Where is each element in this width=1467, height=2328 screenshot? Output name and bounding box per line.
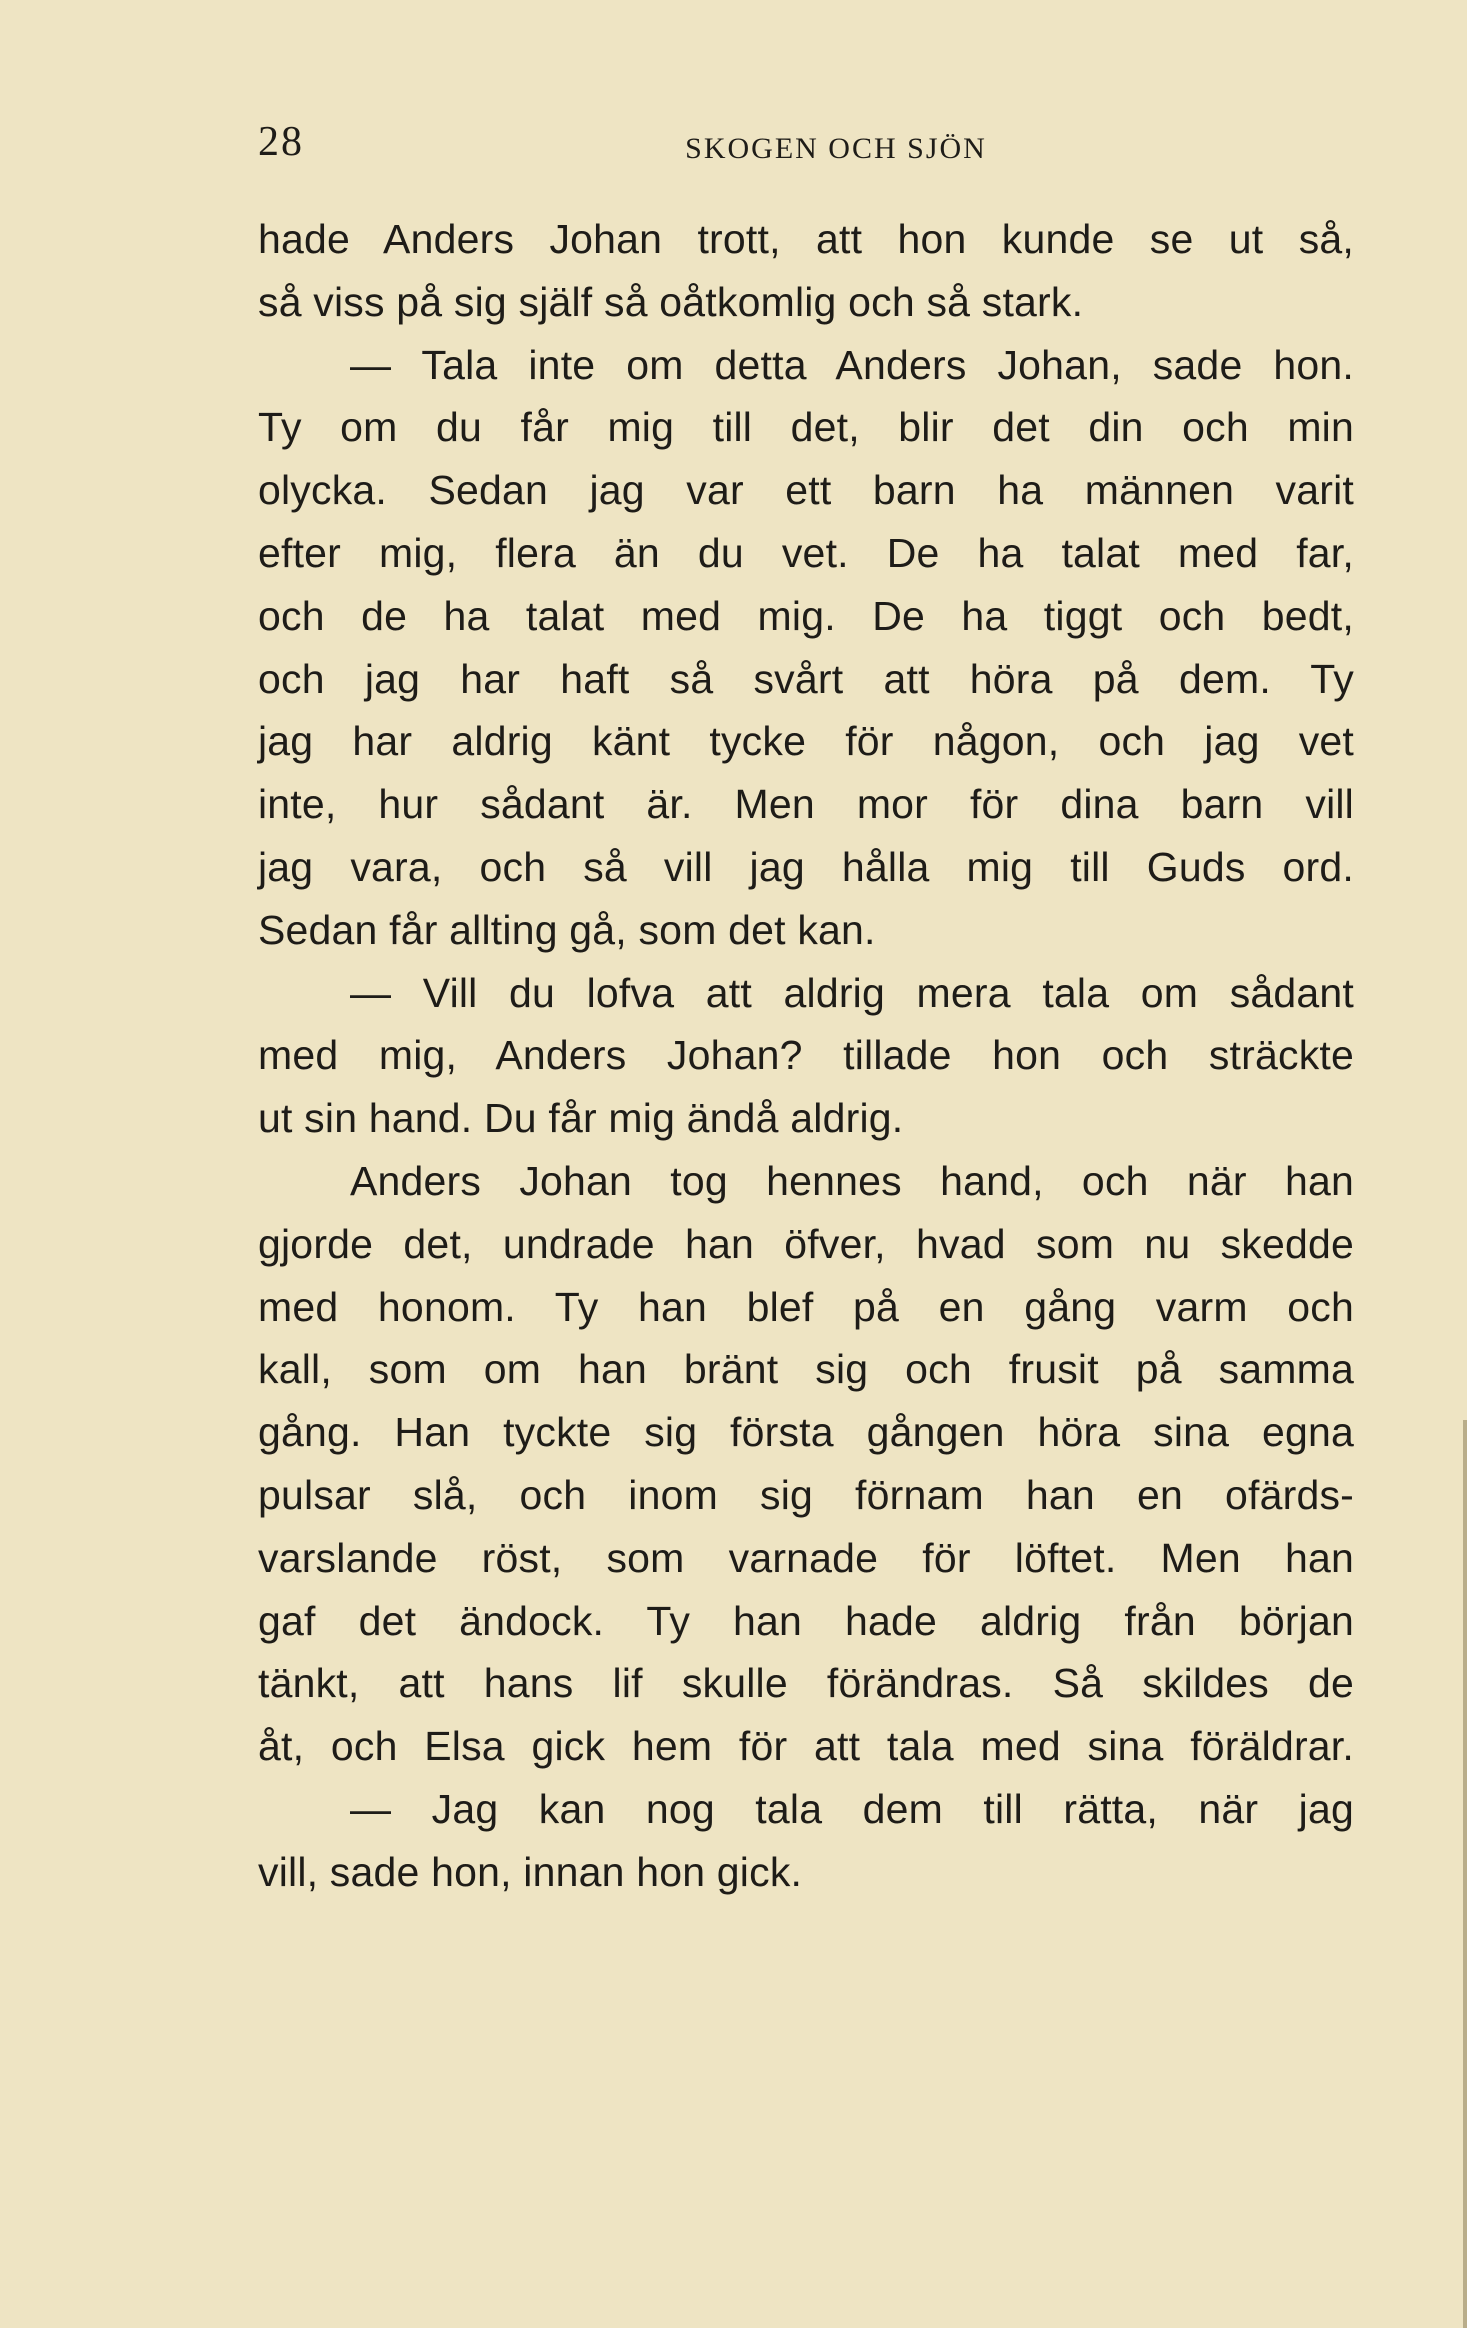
text-line: jag har aldrig känt tycke för någon, och jag vet [258,718,1354,765]
text-line: gjorde det, undrade han öfver, hvad som nu skedde [258,1220,1354,1267]
text-line: ut sin hand. Du får mig ändå aldrig. [258,1095,904,1142]
text-line: pulsar slå, och inom sig förnam han en ofärds- [258,1471,1354,1518]
text-line: så viss på sig själf så oåtkomlig och så stark. [258,278,1084,325]
text-line: åt, och Elsa gick hem för att tala med sina föräldrar. [258,1723,1354,1770]
text-line: inte, hur sådant är. Men mor för dina barn vill [258,781,1354,828]
text-line: Anders Johan tog hennes hand, och när han [350,1157,1354,1204]
text-body [258,208,1354,1904]
page-number: 28 [258,119,304,165]
text-line: — Jag kan nog tala dem till rätta, när jag [350,1785,1354,1832]
text-line: — Vill du lofva att aldrig mera tala om sådant [350,969,1354,1016]
text-line: varslande röst, som varnade för löftet. Men han [258,1534,1354,1581]
book-title: SKOGEN OCH SJÖN [685,132,987,165]
text-line: med honom. Ty han blef på en gång varm och [258,1283,1354,1330]
text-line: hade Anders Johan trott, att hon kunde se ut så, [258,216,1354,262]
text-line: och de ha talat med mig. De ha tiggt och bedt, [258,592,1354,639]
page-edge-shadow [1463,1420,1467,2328]
text-line: Ty om du får mig till det, blir det din och min [258,404,1354,451]
text-line: jag vara, och så vill jag hålla mig till Guds ord. [258,843,1354,890]
text-line: gång. Han tyckte sig första gången höra sina egna [258,1409,1354,1456]
running-head [258,118,1354,188]
text-line: gaf det ändock. Ty han hade aldrig från början [258,1597,1354,1644]
text-line: med mig, Anders Johan? tillade hon och sträckte [258,1032,1354,1079]
text-line: efter mig, flera än du vet. De ha talat med far, [258,529,1354,576]
text-line: vill, sade hon, innan hon gick. [258,1848,803,1895]
text-line: olycka. Sedan jag var ett barn ha männen varit [258,467,1354,514]
text-line: — Tala inte om detta Anders Johan, sade hon. [350,341,1354,388]
text-line: tänkt, att hans lif skulle förändras. Så skildes de [258,1660,1354,1707]
text-line: och jag har haft så svårt att höra på dem. Ty [258,655,1354,702]
text-line: kall, som om han bränt sig och frusit på samma [258,1346,1354,1393]
text-line: Sedan får allting gå, som det kan. [258,906,876,953]
